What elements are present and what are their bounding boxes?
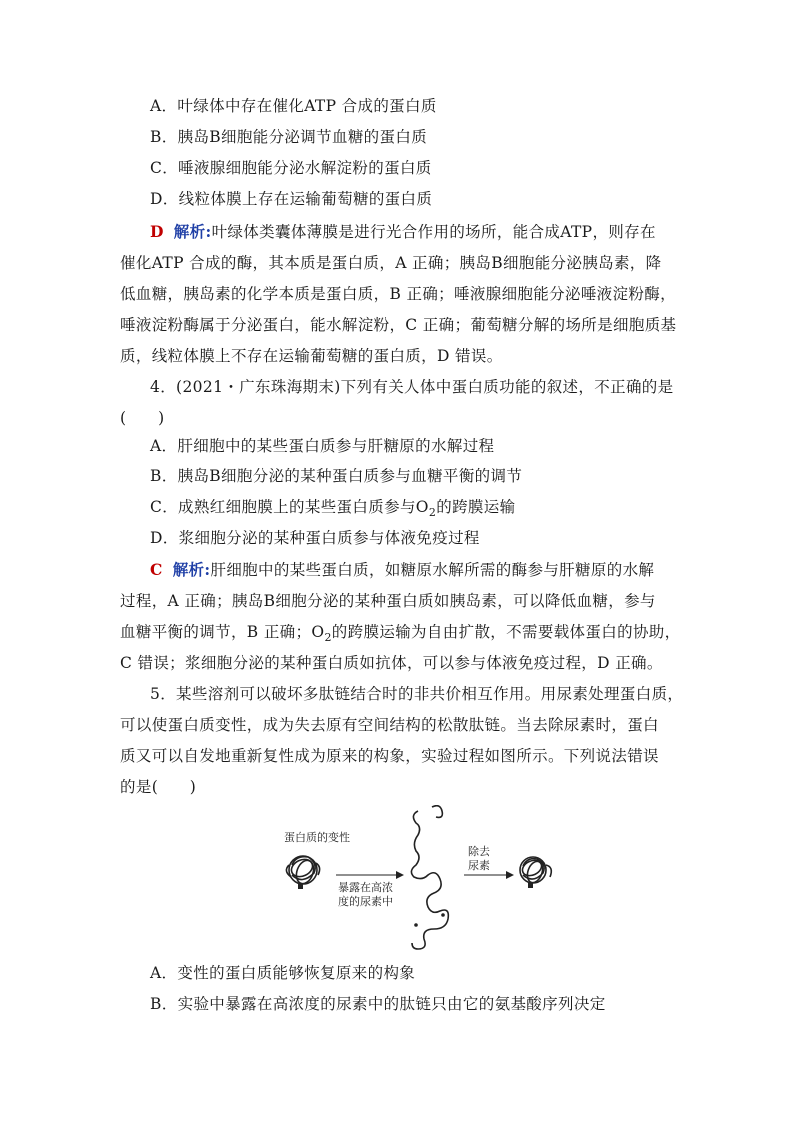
label-expose-2: 度的尿素中 xyxy=(338,895,393,908)
unfolded-polypeptide-chain xyxy=(411,806,448,949)
q4-stem-line-1: 4．(2021・广东珠海期末)下列有关人体中蛋白质功能的叙述，不正确的是 xyxy=(150,378,674,396)
q4-option-a: A．肝细胞中的某些蛋白质参与肝糖原的水解过程 xyxy=(150,437,495,455)
folded-protein-right xyxy=(520,857,551,885)
folded-protein-left xyxy=(286,856,319,886)
q3-analysis-line-5: 质，线粒体膜上不存在运输葡萄糖的蛋白质，D 错误。 xyxy=(120,347,503,365)
bond-dot-left xyxy=(298,884,303,889)
q4-analysis-line-4: C 错误；浆细胞分泌的某种蛋白质如抗体，可以参与体液免疫过程，D 正确。 xyxy=(120,654,663,672)
q4-option-c-sub: 2 xyxy=(428,506,437,519)
q4-option-c-pre: C．成熟红细胞膜上的某些蛋白质参与O xyxy=(150,498,429,516)
q4-analysis-label: 解析: xyxy=(172,560,211,579)
chain-dot-1 xyxy=(414,923,418,927)
label-denature: 蛋白质的变性 xyxy=(284,831,350,844)
protein-denaturation-figure xyxy=(278,805,578,955)
q3-option-b: B．胰岛B细胞能分泌调节血糖的蛋白质 xyxy=(150,128,428,146)
q4-analysis-3-post: 的跨膜运输为自由扩散，不需要载体蛋白的协助， xyxy=(331,623,681,641)
q3-analysis-line-1 xyxy=(150,222,705,242)
q4-answer: C xyxy=(150,560,163,579)
q4-stem-line-2: ( ) xyxy=(120,409,165,427)
q3-analysis-line-3: 低血糖，胰岛素的化学本质是蛋白质，B 正确；唾液腺细胞能分泌唾液淀粉酶， xyxy=(120,285,676,303)
q4-analysis-3-sub: 2 xyxy=(324,631,332,644)
q3-analysis-text-1: 叶绿体类囊体薄膜是进行光合作用的场所，能合成ATP，则存在 xyxy=(211,223,656,241)
q5-stem-line-4: 的是( ) xyxy=(120,778,197,796)
q4-analysis-line-2: 过程，A 正确；胰岛B细胞分泌的某种蛋白质如胰岛素，可以降低血糖，参与 xyxy=(120,592,656,610)
q4-option-c xyxy=(150,497,705,519)
q3-analysis-label: 解析: xyxy=(173,222,212,241)
q4-option-b: B．胰岛B细胞分泌的某种蛋白质参与血糖平衡的调节 xyxy=(150,467,523,485)
q4-option-c-post: 的跨膜运输 xyxy=(436,498,516,516)
q3-analysis-line-4: 唾液淀粉酶属于分泌蛋白，能水解淀粉，C 正确；葡萄糖分解的场所是细胞质基 xyxy=(120,316,677,334)
q3-option-d: D．线粒体膜上存在运输葡萄糖的蛋白质 xyxy=(150,190,433,208)
arrow-expose xyxy=(336,871,404,879)
q3-option-a: A．叶绿体中存在催化ATP 合成的蛋白质 xyxy=(150,97,437,115)
q4-analysis-3-pre: 血糖平衡的调节，B 正确；O xyxy=(120,623,325,641)
bond-dot-right xyxy=(528,883,533,888)
q5-stem-line-2: 可以使蛋白质变性，成为失去原有空间结构的松散肽链。当去除尿素时，蛋白 xyxy=(120,716,659,734)
label-remove-2: 尿素 xyxy=(468,859,490,872)
q4-analysis-text-1: 肝细胞中的某些蛋白质，如糖原水解所需的酶参与肝糖原的水解 xyxy=(210,561,655,579)
label-expose-1: 暴露在高浓 xyxy=(338,881,393,894)
q4-analysis-line-1 xyxy=(150,560,705,580)
q5-option-b: B．实验中暴露在高浓度的尿素中的肽链只由它的氨基酸序列决定 xyxy=(150,995,606,1013)
q4-analysis-line-3 xyxy=(120,622,681,644)
q4-option-d: D．浆细胞分泌的某种蛋白质参与体液免疫过程 xyxy=(150,529,480,547)
q5-stem-line-1: 5．某些溶剂可以破坏多肽链结合时的非共价相互作用。用尿素处理蛋白质， xyxy=(150,685,684,703)
arrow-remove xyxy=(464,871,514,879)
q5-stem-line-3: 质又可以自发地重新复性成为原来的构象，实验过程如图所示。下列说法错误 xyxy=(120,747,659,765)
q5-option-a: A．变性的蛋白质能够恢复原来的构象 xyxy=(150,964,416,982)
q3-option-c: C．唾液腺细胞能分泌水解淀粉的蛋白质 xyxy=(150,159,432,177)
q3-analysis-line-2: 催化ATP 合成的酶，其本质是蛋白质，A 正确；胰岛B细胞能分泌胰岛素，降 xyxy=(120,254,662,272)
q3-answer: D xyxy=(150,222,164,241)
chain-dot-2 xyxy=(441,913,445,917)
label-remove-1: 除去 xyxy=(468,845,490,858)
